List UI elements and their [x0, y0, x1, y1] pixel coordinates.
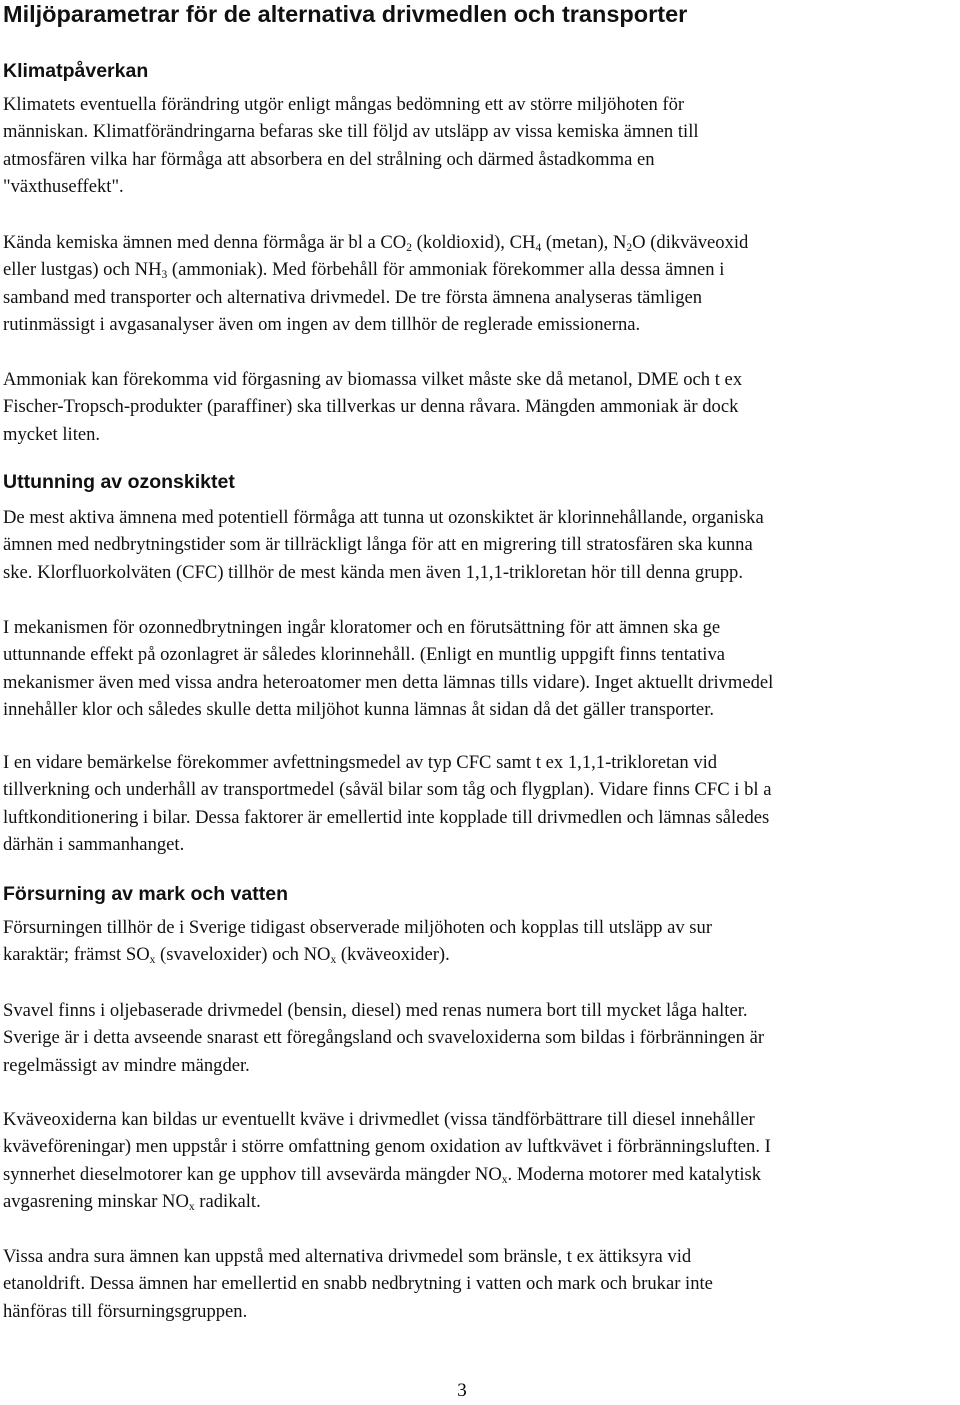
text-line [3, 1270, 955, 1297]
text-segment: radikalt. [194, 1191, 261, 1213]
text-line [3, 914, 955, 941]
text-segment: mycket liten. [3, 423, 101, 445]
text-line [3, 559, 955, 586]
text-line [3, 1161, 955, 1188]
text-segment: Kända kemiska ämnen med denna förmåga är bl a CO [3, 232, 407, 253]
text-segment: (koldioxid), CH [411, 232, 536, 253]
text-segment: etanoldrift. Dessa ämnen har emellertid en snabb nedbrytning i vatten och mark och brukar inte [3, 1273, 713, 1295]
text-segment: Sverige är i detta avseende snarast ett föregångsland och svaveloxiderna som bildas i förbränningen är [3, 1027, 765, 1049]
text-segment: I en vidare bemärkelse förekommer avfettningsmedel av typ CFC samt t ex 1,1,1-trikloretan vid [3, 752, 718, 773]
text-segment: mekanismer även med vissa andra heteroatomer men detta lämnas tills vidare). Inget aktuellt drivmedel [3, 671, 774, 693]
text-segment: ämnen med nedbrytningstider som är tillräckligt långa för att en migrering till stratosfären ska kunna [3, 534, 753, 556]
subscript: 2 [406, 242, 412, 254]
text-line [3, 504, 955, 531]
section-heading-forsurning: Försurning av mark och vatten [3, 883, 288, 905]
text-segment: (metan), N [541, 232, 627, 253]
text-segment: rutinmässigt i avgasanalyser även om ingen av dem tillhör de reglerade emissionerna. [3, 314, 641, 336]
paragraph [3, 1243, 955, 1325]
text-segment: luftkonditionering i bilar. Dessa faktorer är emellertid inte kopplade till drivmedlen och lämnas således [3, 806, 770, 828]
text-segment: Klimatets eventuella förändring utgör enligt mångas bedömning ett av större miljöhoten för [3, 94, 685, 115]
text-segment: Vissa andra sura ämnen kan uppstå med alternativa drivmedel som bränsle, t ex ättiksyra vid [3, 1246, 692, 1267]
text-segment: innehåller klor och således skulle detta miljöhot kunna lämnas åt sidan då det gäller transporter. [3, 699, 715, 721]
text-segment: eller lustgas) och NH [3, 259, 162, 281]
text-segment: samband med transporter och alternativa drivmedel. De tre första ämnena analyseras tämligen [3, 286, 703, 308]
text-line [3, 1298, 955, 1325]
text-line [3, 641, 955, 668]
paragraph [3, 749, 955, 859]
text-segment: Försurningen tillhör de i Sverige tidigast observerade miljöhoten och kopplas till utsläpp av sur [3, 917, 713, 938]
subscript: x [149, 954, 156, 967]
paragraph [3, 229, 955, 339]
text-line [3, 831, 955, 858]
text-line [3, 173, 955, 200]
text-segment: (svaveloxider) och NO [155, 944, 331, 966]
page-number: 3 [457, 1380, 467, 1401]
text-line [3, 256, 955, 283]
text-line [3, 393, 955, 420]
text-segment: Fischer-Tropsch-produkter (paraffiner) ska tillverkas ur denna råvara. Mängden ammoniak är dock [3, 396, 739, 418]
subscript: x [501, 1173, 508, 1186]
text-segment: Svavel finns i oljebaserade drivmedel (bensin, diesel) med renas numera bort till mycket låga halter. [3, 1000, 748, 1021]
text-segment: kväveföreningar) men uppstår i större omfattning genom oxidation av luftkvävet i förbränningsluften. I [3, 1136, 771, 1158]
paragraph [3, 997, 955, 1079]
text-line [3, 531, 955, 558]
subscript: 3 [161, 269, 168, 282]
text-segment: De mest aktiva ämnena med potentiell förmåga att tunna ut ozonskiktet är klorinnehållande, organiska [3, 507, 764, 528]
text-segment: atmosfären vilka har förmåga att absorbera en del strålning och därmed åstadkomma en [3, 148, 655, 170]
text-line [3, 669, 955, 696]
text-segment: ske. Klorfluorkolväten (CFC) tillhör de mest kända men även 1,1,1-trikloretan hör till denna grupp. [3, 561, 743, 583]
text-segment: Ammoniak kan förekomma vid förgasning av biomassa vilket måste ske då metanol, DME och t ex [3, 369, 743, 390]
text-line [3, 311, 955, 338]
text-segment: Kväveoxiderna kan bildas ur eventuellt kväve i drivmedlet (vissa tändförbättrare till diesel innehåller [3, 1109, 755, 1130]
text-segment: avgasrening minskar NO [3, 1191, 189, 1213]
paragraph [3, 366, 955, 448]
paragraph [3, 91, 955, 201]
page-title: Miljöparametrar för de alternativa drivmedlen och transporter [3, 1, 688, 27]
section-heading-ozonskiktet: Uttunning av ozonskiktet [3, 471, 235, 493]
text-line [3, 229, 955, 256]
text-line [3, 696, 955, 723]
text-line [3, 1133, 955, 1160]
text-segment: hänföras till försurningsgruppen. [3, 1300, 248, 1322]
paragraph [3, 504, 955, 586]
text-line [3, 1188, 955, 1215]
text-line [3, 1052, 955, 1079]
text-line [3, 284, 955, 311]
text-line [3, 91, 955, 118]
text-segment: (ammoniak). Med förbehåll för ammoniak förekommer alla dessa ämnen i [167, 259, 725, 281]
text-segment: I mekanismen för ozonnedbrytningen ingår kloratomer och en förutsättning för att ämnen ska ge [3, 617, 721, 638]
text-line [3, 776, 955, 803]
text-segment: människan. Klimatförändringarna befaras ske till följd av utsläpp av vissa kemiska ämnen till [3, 121, 699, 143]
text-segment: därhän i sammanhanget. [3, 834, 185, 856]
text-line [3, 614, 955, 641]
subscript: 4 [535, 242, 542, 254]
text-line [3, 1024, 955, 1051]
text-line [3, 1243, 955, 1270]
text-segment: karaktär; främst SO [3, 944, 150, 966]
text-line [3, 366, 955, 393]
text-segment: uttunnande effekt på ozonlagret är således klorinnehåll. (Enligt en muntlig uppgift finns tentativa [3, 644, 726, 666]
text-segment: regelmässigt av mindre mängder. [3, 1054, 250, 1076]
text-line [3, 118, 955, 145]
text-line [3, 146, 955, 173]
subscript: x [188, 1201, 195, 1214]
text-line [3, 997, 955, 1024]
text-segment: tillverkning och underhåll av transportmedel (såväl bilar som tåg och flygplan). Vidare finns CFC i bl a [3, 779, 772, 801]
paragraph [3, 914, 955, 969]
text-line [3, 804, 955, 831]
text-segment: "växthuseffekt". [3, 176, 124, 198]
paragraph [3, 1106, 955, 1216]
paragraph [3, 614, 955, 724]
subscript: x [330, 954, 337, 967]
text-line [3, 1106, 955, 1133]
text-segment: synnerhet dieselmotorer kan ge upphov till avsevärda mängder NO [3, 1163, 502, 1185]
text-line [3, 749, 955, 776]
text-segment: . Moderna motorer med katalytisk [507, 1163, 762, 1185]
text-segment: O (dikväveoxid [632, 232, 749, 253]
section-heading-klimatpaverkan: Klimatpåverkan [3, 60, 149, 82]
text-segment: (kväveoxider). [336, 944, 450, 966]
subscript: 2 [626, 242, 633, 254]
text-line [3, 421, 955, 448]
text-line [3, 941, 955, 968]
